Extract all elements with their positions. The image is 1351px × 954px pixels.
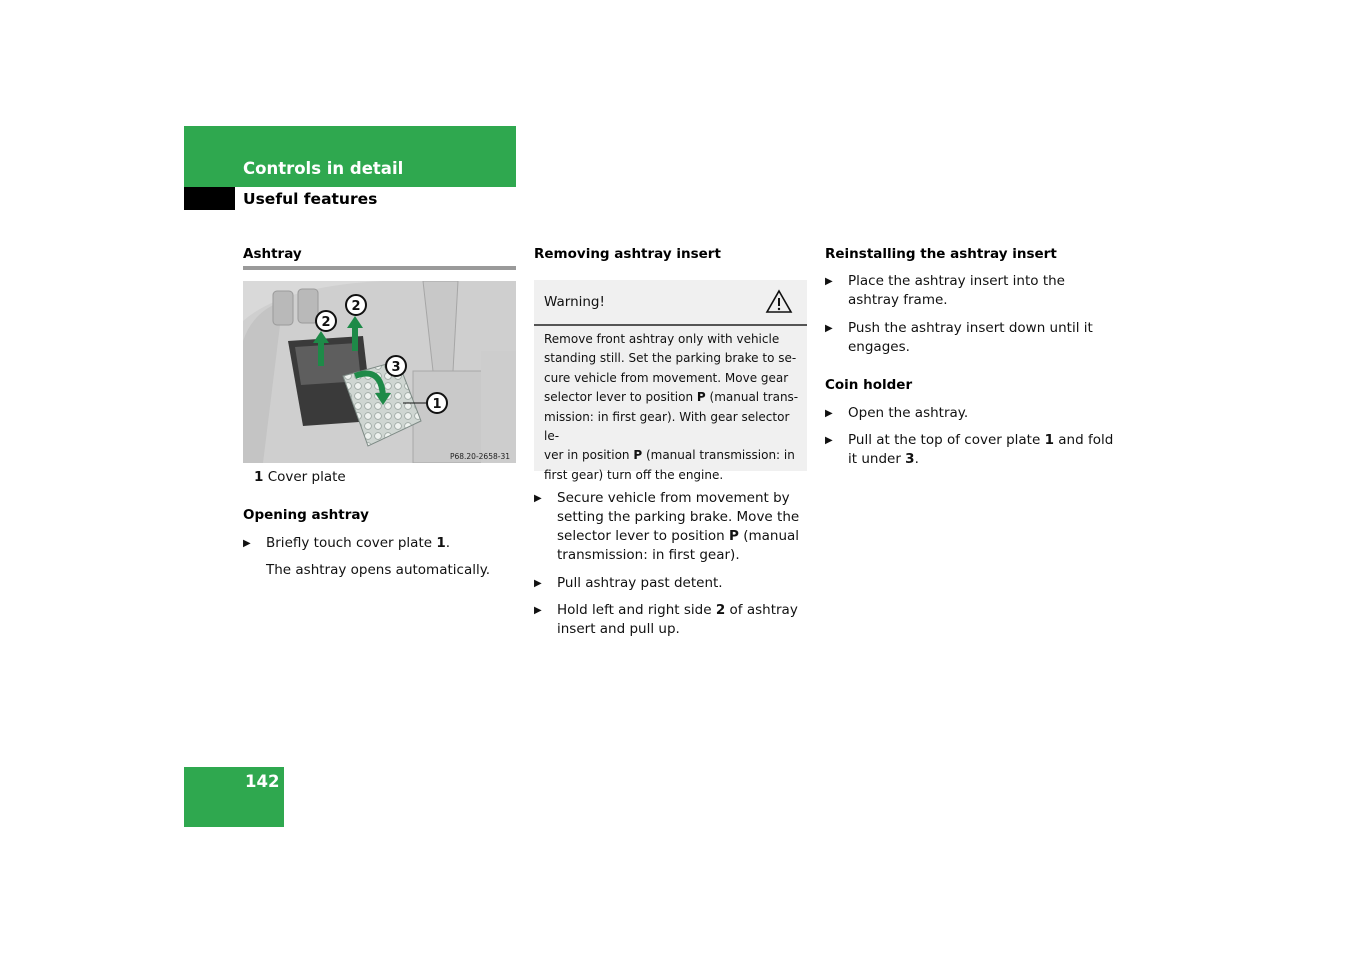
bullet-icon: ▶ [534, 578, 542, 589]
warning-text: Remove front ashtray only with vehicle standing still. Set the parking brake to se- cure vehicle from movement. Move gear selector lever to position P (manual trans- mission: in first gear). With gear selector le- ver in position P (manual transmission: in first gear) turn off the engine. [544, 332, 799, 482]
opening-step: Briefly touch cover plate 1. [266, 535, 451, 551]
warning-box [534, 280, 807, 482]
removing-heading: Removing ashtray insert [534, 246, 721, 262]
image-code: P68.20-2658-31 [449, 452, 510, 461]
bullet-icon: ▶ [534, 493, 542, 504]
removing-step-3: Hold left and right side 2 of ashtray insert and pull up. [557, 602, 798, 637]
page-number: 142 [245, 772, 280, 791]
callout-1: 1 [432, 397, 442, 412]
callout-3: 3 [391, 360, 401, 375]
bullet-icon: ▶ [243, 538, 251, 549]
section-title: Controls in detail [243, 159, 404, 178]
bullet-icon: ▶ [534, 605, 542, 616]
coin-step-1: Open the ashtray. [848, 405, 969, 421]
header-marker [184, 187, 235, 210]
image-caption [254, 468, 346, 487]
reinstall-step-2: Push the ashtray insert down until it engages. [848, 320, 1093, 355]
coin-holder-heading: Coin holder [825, 377, 913, 393]
callout-2b: 2 [351, 299, 361, 314]
removing-step-2: Pull ashtray past detent. [557, 575, 723, 591]
bullet-icon: ▶ [825, 323, 833, 334]
bullet-icon: ▶ [825, 408, 833, 419]
warning-icon [765, 289, 793, 318]
caption-text: Cover plate [267, 469, 346, 485]
bullet-icon: ▶ [825, 435, 833, 446]
warning-title: Warning! [544, 294, 605, 310]
warning-rule [534, 324, 807, 326]
caption-number: 1 [254, 469, 264, 485]
heading-rule [243, 266, 516, 270]
coin-step-2: Pull at the top of cover plate 1 and fold it under 3. [848, 432, 1114, 467]
reinstall-step-1: Place the ashtray insert into the ashtray frame. [848, 273, 1065, 308]
subsection-title: Useful features [243, 190, 378, 208]
opening-heading: Opening ashtray [243, 507, 369, 523]
ashtray-heading: Ashtray [243, 246, 302, 262]
bullet-icon: ▶ [825, 276, 833, 287]
callout-2a: 2 [321, 315, 331, 330]
reinstalling-heading: Reinstalling the ashtray insert [825, 246, 1057, 262]
removing-step-1: Secure vehicle from movement by setting the parking brake. Move the selector lever to position P (manual transmission: in first gear). [557, 490, 800, 563]
ashtray-illustration [243, 281, 516, 463]
opening-result: The ashtray opens automatically. [266, 562, 491, 578]
